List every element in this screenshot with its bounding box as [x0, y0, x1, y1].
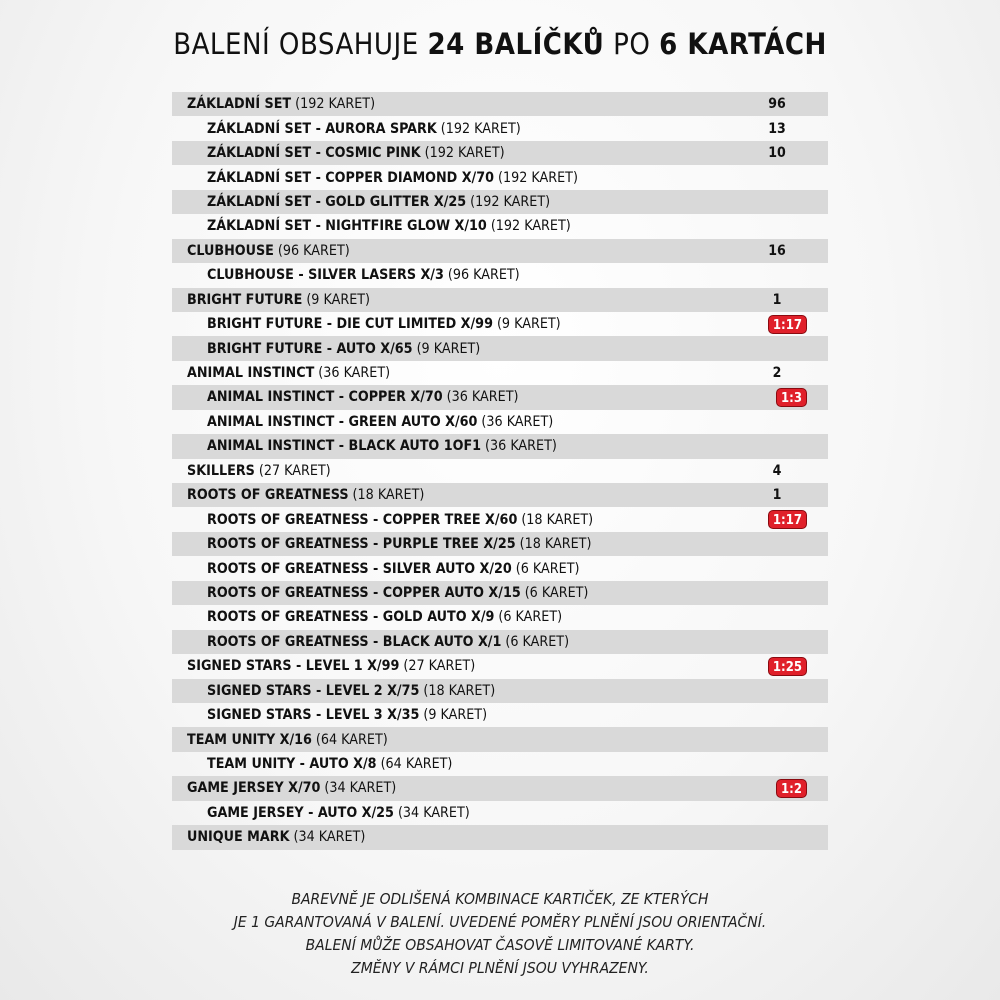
row-label	[172, 536, 591, 552]
row-label	[172, 707, 487, 723]
row-label	[172, 438, 557, 454]
row-card-count: (9 KARET)	[416, 340, 481, 357]
table-row	[172, 703, 828, 727]
table-row	[172, 361, 828, 385]
row-card-count: (9 KARET)	[496, 316, 561, 333]
table-row	[172, 385, 828, 409]
row-name: ROOTS OF GREATNESS - COPPER TREE X/60	[207, 511, 518, 528]
row-label	[172, 341, 480, 357]
table-row	[172, 581, 828, 605]
row-name: ZÁKLADNÍ SET - GOLD GLITTER X/25	[207, 193, 467, 210]
row-card-count: (6 KARET)	[515, 560, 580, 577]
row-label	[172, 609, 562, 625]
row-label	[172, 267, 520, 283]
row-label	[172, 805, 470, 821]
row-name: BRIGHT FUTURE - AUTO X/65	[207, 340, 413, 357]
table-row	[172, 727, 828, 751]
row-name: GAME JERSEY X/70	[187, 780, 321, 797]
row-label	[172, 292, 370, 308]
title-card-count: 6 KARTÁCH	[659, 27, 827, 61]
footer-line: JE 1 GARANTOVANÁ V BALENÍ. UVEDENÉ POMĚRY PLNĚNÍ JSOU ORIENTAČNÍ.	[233, 913, 767, 931]
footer-line: ZMĚNY V RÁMCI PLNĚNÍ JSOU VYHRAZENY.	[351, 959, 649, 977]
row-label	[172, 585, 588, 601]
row-label	[172, 561, 580, 577]
row-label	[172, 389, 518, 405]
row-card-count: (18 KARET)	[423, 682, 496, 699]
row-quantity: 1	[772, 291, 782, 308]
row-card-count: (96 KARET)	[447, 267, 520, 284]
row-quantity: 4	[772, 462, 782, 479]
row-label	[172, 365, 390, 381]
row-name: ANIMAL INSTINCT	[187, 365, 315, 382]
row-name: TEAM UNITY - AUTO X/8	[207, 756, 377, 773]
row-card-count: (9 KARET)	[423, 707, 488, 724]
row-name: ZÁKLADNÍ SET	[187, 96, 292, 113]
table-row	[172, 654, 828, 678]
row-name: ANIMAL INSTINCT - COPPER X/70	[207, 389, 443, 406]
title-part-1: BALENÍ OBSAHUJE	[173, 27, 428, 61]
table-row	[172, 288, 828, 312]
row-card-count: (36 KARET)	[481, 413, 554, 430]
row-name: ZÁKLADNÍ SET - NIGHTFIRE GLOW X/10	[207, 218, 487, 235]
row-card-count: (34 KARET)	[324, 780, 397, 797]
ratio-badge: 1:17	[768, 510, 807, 529]
table-row	[172, 825, 828, 849]
table-row	[172, 92, 828, 116]
row-name: ANIMAL INSTINCT - BLACK AUTO 1OF1	[207, 438, 482, 455]
table-row	[172, 776, 828, 800]
row-label	[172, 243, 350, 259]
row-label	[172, 414, 553, 430]
row-label	[172, 512, 593, 528]
table-row	[172, 556, 828, 580]
page-title	[0, 26, 1000, 62]
title-pack-count: 24 BALÍČKŮ	[427, 27, 605, 61]
row-card-count: (192 KARET)	[470, 193, 551, 210]
row-name: BRIGHT FUTURE	[187, 291, 303, 308]
row-quantity: 10	[768, 145, 786, 162]
row-card-count: (192 KARET)	[424, 145, 505, 162]
row-label	[172, 145, 505, 161]
row-card-count: (18 KARET)	[521, 511, 594, 528]
row-card-count: (192 KARET)	[498, 169, 578, 186]
row-name: SKILLERS	[187, 462, 255, 479]
row-name: SIGNED STARS - LEVEL 2 X/75	[207, 682, 420, 699]
row-card-count: (36 KARET)	[318, 365, 391, 382]
row-quantity: 96	[768, 96, 786, 113]
ratio-badge: 1:17	[768, 315, 807, 334]
row-label	[172, 683, 495, 699]
row-card-count: (18 KARET)	[352, 487, 425, 504]
table-row	[172, 801, 828, 825]
row-card-count: (6 KARET)	[524, 584, 589, 601]
row-label	[172, 96, 375, 112]
table-row	[172, 214, 828, 238]
row-label	[172, 732, 388, 748]
table-row	[172, 532, 828, 556]
row-name: ROOTS OF GREATNESS - GOLD AUTO X/9	[207, 609, 495, 626]
row-name: ROOTS OF GREATNESS - SILVER AUTO X/20	[207, 560, 512, 577]
row-label	[172, 463, 331, 479]
row-card-count: (34 KARET)	[397, 804, 470, 821]
row-label	[172, 756, 452, 772]
row-name: CLUBHOUSE - SILVER LASERS X/3	[207, 267, 444, 284]
row-card-count: (192 KARET)	[490, 218, 571, 235]
row-card-count: (34 KARET)	[293, 829, 366, 846]
footer-note	[0, 888, 1000, 980]
table-row	[172, 116, 828, 140]
table-row	[172, 239, 828, 263]
row-card-count: (9 KARET)	[306, 291, 371, 308]
row-name: GAME JERSEY - AUTO X/25	[207, 804, 394, 821]
row-name: UNIQUE MARK	[187, 829, 290, 846]
row-name: ZÁKLADNÍ SET - AURORA SPARK	[207, 120, 437, 137]
row-name: ROOTS OF GREATNESS - BLACK AUTO X/1	[207, 633, 502, 650]
row-card-count: (6 KARET)	[498, 609, 563, 626]
row-label	[172, 121, 521, 137]
table-row	[172, 434, 828, 458]
row-label	[172, 194, 550, 210]
table-row	[172, 263, 828, 287]
table-row	[172, 605, 828, 629]
row-label	[172, 316, 561, 332]
row-name: ROOTS OF GREATNESS	[187, 487, 349, 504]
table-row	[172, 165, 828, 189]
table-row	[172, 630, 828, 654]
row-label	[172, 634, 569, 650]
row-card-count: (64 KARET)	[380, 756, 453, 773]
row-name: SIGNED STARS - LEVEL 1 X/99	[187, 658, 400, 675]
row-label	[172, 780, 396, 796]
row-card-count: (36 KARET)	[485, 438, 557, 455]
card-distribution-table	[172, 92, 828, 850]
row-name: ZÁKLADNÍ SET - COSMIC PINK	[207, 145, 421, 162]
footer-line: BALENÍ MŮŽE OBSAHOVAT ČASOVĚ LIMITOVANÉ KARTY.	[305, 936, 695, 954]
row-label	[172, 829, 365, 845]
row-card-count: (27 KARET)	[258, 462, 331, 479]
row-label	[172, 487, 424, 503]
footer-line: BAREVNĚ JE ODLIŠENÁ KOMBINACE KARTIČEK, ZE KTERÝCH	[291, 890, 709, 908]
row-quantity: 16	[768, 242, 786, 259]
ratio-badge: 1:25	[768, 657, 807, 676]
table-row	[172, 679, 828, 703]
title-part-3: PO	[604, 27, 660, 61]
row-card-count: (18 KARET)	[519, 536, 592, 553]
row-name: BRIGHT FUTURE - DIE CUT LIMITED X/99	[207, 316, 493, 333]
table-row	[172, 459, 828, 483]
table-row	[172, 312, 828, 336]
row-card-count: (192 KARET)	[295, 96, 376, 113]
row-name: TEAM UNITY X/16	[187, 731, 312, 748]
ratio-badge: 1:3	[776, 388, 807, 407]
ratio-badge: 1:2	[776, 779, 807, 798]
row-name: ROOTS OF GREATNESS - PURPLE TREE X/25	[207, 536, 516, 553]
row-card-count: (27 KARET)	[403, 658, 476, 675]
row-quantity: 1	[772, 487, 782, 504]
row-name: SIGNED STARS - LEVEL 3 X/35	[207, 707, 420, 724]
row-label	[172, 218, 571, 234]
table-row	[172, 483, 828, 507]
row-name: ZÁKLADNÍ SET - COPPER DIAMOND X/70	[207, 169, 494, 186]
row-name: ANIMAL INSTINCT - GREEN AUTO X/60	[207, 413, 478, 430]
table-row	[172, 507, 828, 531]
row-label	[172, 658, 475, 674]
table-row	[172, 410, 828, 434]
row-card-count: (192 KARET)	[440, 120, 521, 137]
row-card-count: (96 KARET)	[277, 242, 350, 259]
row-card-count: (64 KARET)	[315, 731, 388, 748]
row-name: ROOTS OF GREATNESS - COPPER AUTO X/15	[207, 584, 521, 601]
row-card-count: (6 KARET)	[505, 633, 570, 650]
row-name: CLUBHOUSE	[187, 242, 274, 259]
table-row	[172, 190, 828, 214]
row-label	[172, 170, 578, 186]
row-quantity: 13	[768, 120, 786, 137]
row-card-count: (36 KARET)	[446, 389, 519, 406]
table-row	[172, 336, 828, 360]
table-row	[172, 752, 828, 776]
row-quantity: 2	[772, 365, 782, 382]
table-row	[172, 141, 828, 165]
